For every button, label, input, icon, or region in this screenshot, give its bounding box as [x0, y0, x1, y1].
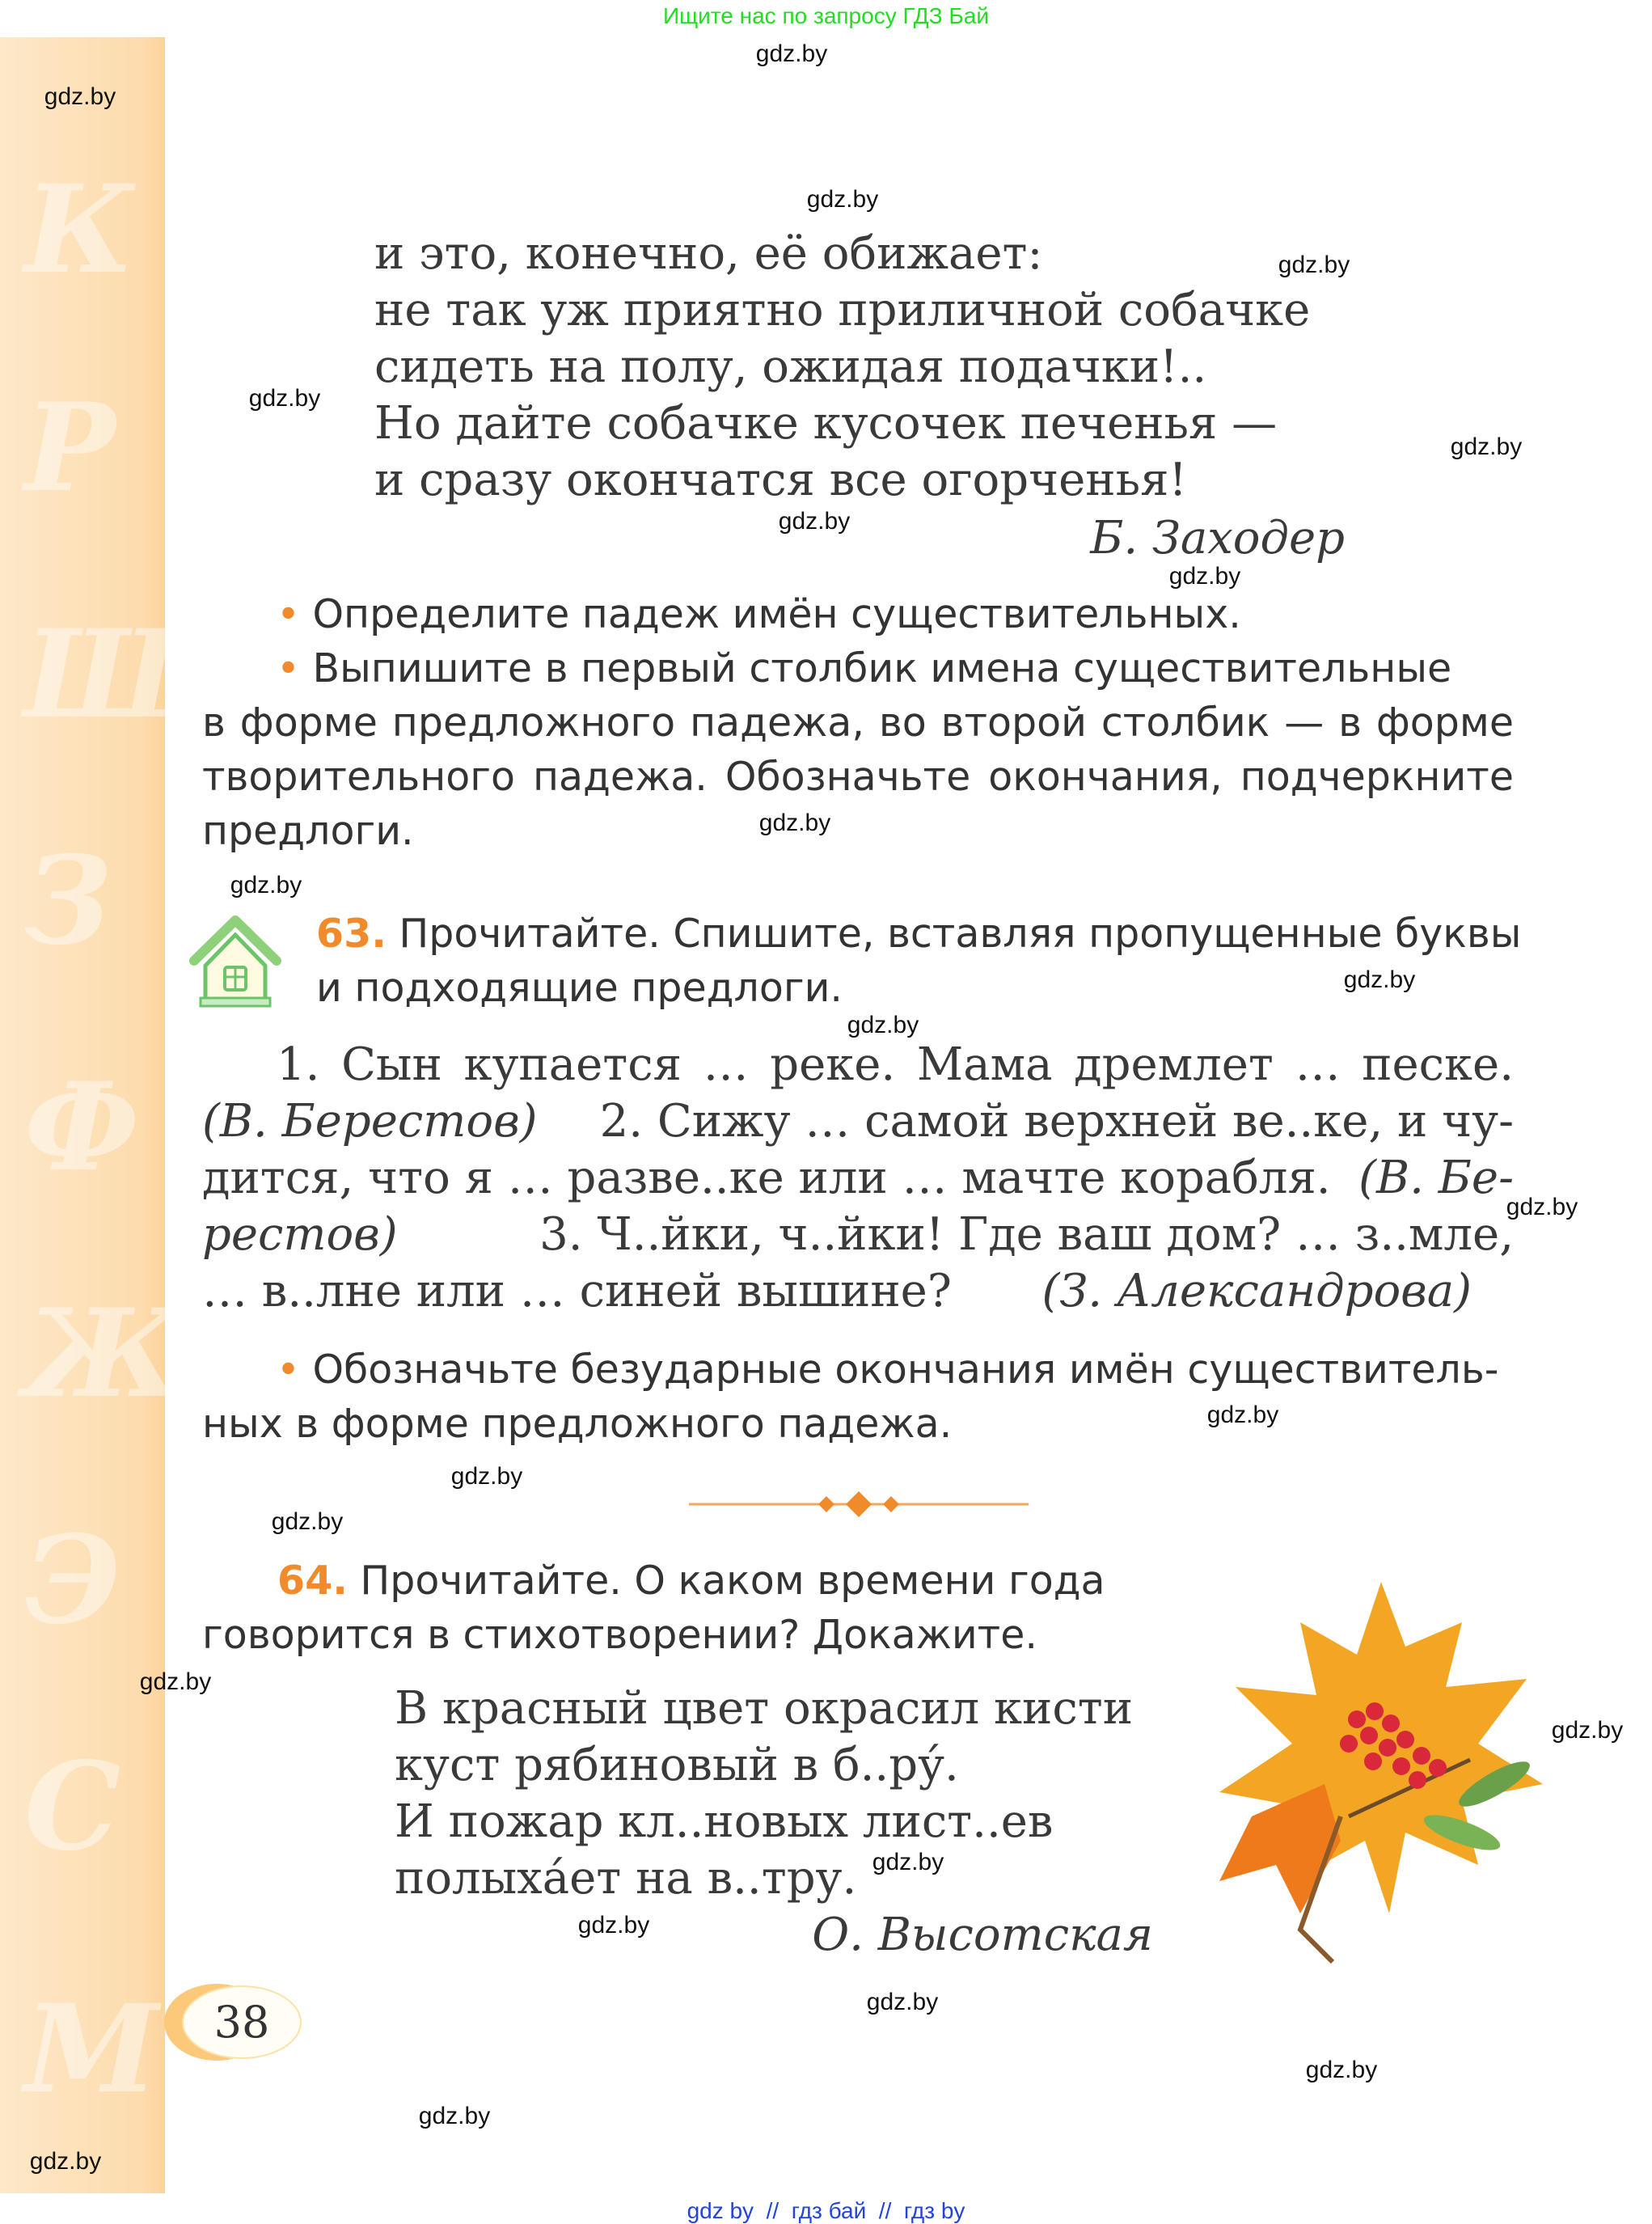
- watermark: gdz.by: [758, 810, 831, 836]
- watermark: gdz.by: [1206, 1402, 1279, 1428]
- watermark: gdz.by: [847, 1012, 919, 1038]
- decorative-letter: Р: [24, 377, 116, 519]
- watermark: gdz.by: [271, 1508, 344, 1535]
- watermark: gdz.by: [1168, 563, 1241, 590]
- decorative-letter: Ш: [24, 603, 179, 746]
- task-text: в форме предложного падежа, во второй столбик — в форме: [202, 700, 1514, 746]
- exercise-text-line: … в..лне или … синей вышине?: [202, 1265, 952, 1317]
- poem-line: и сразу окончатся все огорченья!: [374, 454, 1187, 506]
- poem-author: Б. Заходер: [1090, 512, 1345, 564]
- decorative-letter: Э: [24, 1509, 121, 1651]
- poem-line: сидеть на полу, ожидая подачки!..: [374, 340, 1207, 393]
- exercise-number: 64.: [277, 1558, 348, 1604]
- exercise-text-line: дится, что я … разве..ке или … мачте корабля.: [202, 1152, 1331, 1204]
- watermark: gdz.by: [1551, 1717, 1624, 1744]
- task-text: творительного падежа. Обозначьте окончания, подчеркните: [202, 754, 1514, 800]
- watermark: gdz.by: [778, 508, 851, 535]
- exercise-number: 63.: [316, 911, 387, 957]
- page-number: 38: [213, 1997, 270, 2048]
- watermark: gdz.by: [44, 83, 116, 110]
- watermark: gdz.by: [806, 186, 879, 213]
- watermark: gdz.by: [450, 1463, 523, 1490]
- bullet-icon: •: [277, 591, 300, 637]
- poem-line: полыха́ет на в..тру.: [395, 1852, 857, 1905]
- watermark: gdz.by: [1305, 2057, 1378, 2083]
- poem-line: В красный цвет окрасил кисти: [395, 1682, 1134, 1735]
- watermark: gdz.by: [1450, 433, 1523, 460]
- citation: (В. Бе-: [1358, 1152, 1514, 1204]
- footer-links[interactable]: gdz by // гдз бай // гдз by: [687, 2198, 965, 2223]
- poem-author: О. Высотская: [812, 1909, 1153, 1961]
- poem-line: куст рябиновый в б..ру́.: [395, 1739, 959, 1791]
- exercise-title: говорится в стихотворении? Докажите.: [202, 1612, 1037, 1658]
- bullet-icon: •: [277, 645, 300, 691]
- watermark: gdz.by: [872, 1849, 944, 1875]
- task-text: ных в форме предложного падежа.: [202, 1401, 953, 1447]
- bullet-icon: •: [277, 1347, 300, 1393]
- citation: (В. Берестов): [202, 1095, 538, 1148]
- poem-line: Но дайте собачке кусочек печенья —: [374, 397, 1278, 450]
- autumn-leaf-rowan-illustration: [1203, 1574, 1559, 1978]
- exercise-title: и подходящие предлоги.: [316, 965, 843, 1011]
- section-divider: [689, 1488, 1029, 1520]
- search-banner[interactable]: Ищите нас по запросу ГДЗ Бай: [662, 3, 990, 28]
- exercise-text-line: 2. Сижу … самой верхней ве..ке, и чу-: [599, 1095, 1514, 1148]
- watermark: gdz.by: [866, 1989, 939, 2015]
- watermark: gdz.by: [248, 385, 321, 412]
- watermark: gdz.by: [230, 872, 302, 898]
- exercise-title: Прочитайте. О каком времени года: [360, 1558, 1105, 1604]
- decorative-letter: Ф: [24, 1056, 140, 1199]
- decorative-letter: К: [24, 159, 135, 301]
- poem-line: И пожар кл..новых лист..ев: [395, 1795, 1054, 1848]
- poem-line: и это, конечно, её обижает:: [374, 227, 1043, 280]
- task-text: Выпишите в первый столбик имена существительные: [312, 645, 1452, 691]
- exercise-text-line: 3. Ч..йки, ч..йки! Где ваш дом? … з..мле,: [539, 1208, 1514, 1261]
- page-number-badge: [164, 1984, 302, 2061]
- watermark: gdz.by: [29, 2148, 102, 2175]
- poem-line: не так уж приятно приличной собачке: [374, 284, 1311, 336]
- watermark: gdz.by: [577, 1912, 650, 1939]
- task-text: Обозначьте безударные окончания имён существитель-: [312, 1347, 1499, 1393]
- watermark: gdz.by: [1506, 1194, 1578, 1220]
- watermark: gdz.by: [418, 2103, 491, 2129]
- citation: (З. Александрова): [1041, 1265, 1472, 1317]
- decorative-letter: С: [24, 1736, 121, 1878]
- watermark: gdz.by: [755, 40, 828, 67]
- decorative-letter: Ж: [24, 1283, 184, 1425]
- watermark: gdz.by: [1343, 966, 1416, 993]
- home-task-icon: [188, 914, 283, 1009]
- watermark: gdz.by: [1278, 252, 1350, 278]
- task-text: Определите падеж имён существительных.: [312, 591, 1241, 637]
- decorative-letter: З: [24, 830, 112, 972]
- citation: рестов): [202, 1208, 398, 1261]
- task-text: предлоги.: [202, 808, 414, 854]
- exercise-text-line: 1. Сын купается … реке. Мама дремлет … песке.: [277, 1038, 1514, 1091]
- watermark: gdz.by: [139, 1668, 212, 1695]
- decorative-letter: М: [24, 1978, 159, 2120]
- exercise-title: Прочитайте. Спишите, вставляя пропущенные буквы: [399, 911, 1522, 957]
